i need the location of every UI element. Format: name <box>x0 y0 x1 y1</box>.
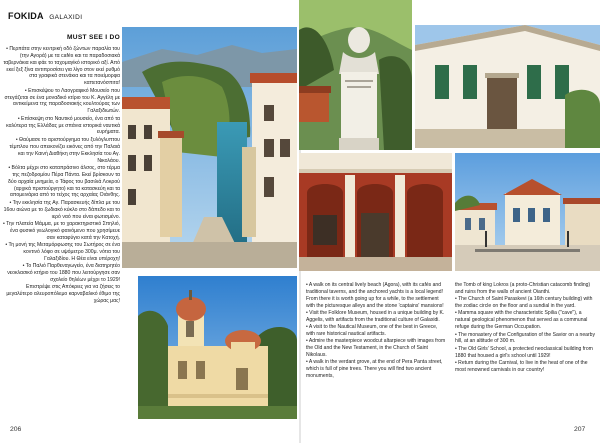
caption-item: • Admire the masterpiece woodcut altarpiece with images from the Old and the New Testament, in the Church of Saint Nikolaus. <box>306 338 446 359</box>
section-name: GALAXIDI <box>49 14 83 21</box>
must-see-item: • Επίσκεψη στο Ναυτικό μουσείο, ένα από τα καλύτερα της Ελλάδας με σπάνια ιστορικά ναυτικά ευρήματα. <box>6 115 120 136</box>
caption-item: • A walk on its central lively beach (Agora), with its cafés and traditional taverns, and the anchored yachts is a local legend! From there it is worth going up for a while, to the settlement with the picturesque alleys and the stone 'captains' mansions! <box>306 282 444 309</box>
church-photo <box>138 276 297 419</box>
running-header <box>8 11 82 21</box>
caption-item: • The Old Girls' School, a protected neoclassical building from 1880 that housed a girl's school until 1929! <box>455 345 593 359</box>
harbour-view-photo <box>122 27 297 268</box>
must-see-column <box>3 34 120 416</box>
must-see-heading: MUST SEE I DO <box>67 34 120 41</box>
arcade-photo <box>299 153 452 271</box>
must-see-item: • Επισκέψου το Λαογραφικό Μουσείο που στεγάζεται σε ένα μοναδικό κτίριο του Κ. Αγγέλη με αντικείμενα της παραδοσιακής κουλτούρας των Γαλαξιδιωτών. <box>4 87 120 115</box>
caption-column-1 <box>306 282 447 381</box>
must-see-item: • Βόλτα μέχρι στο καταπράσινο άλσος, στο τέρμα της πεζοδρομίου Πέρα Πάντα. Εκεί βρίσκουν τα δύο αρχαία μνημεία, ο Τάφος του βασιλιά Λοκρού (αρχικά πριστούργητο) και τα κατασκεύη και τα απομεινάρια από το τείχος της αρχαίας Οιάνθης. <box>8 164 120 199</box>
caption-item: • Visit the Folklore Museum, housed in a unique building by K. Aggelis, with artifacts from the traditional culture of Galaxidi. <box>306 309 445 323</box>
caption-item: • A walk in the verdant grove, at the end of Pera Panta street, which is full of pine trees. There you will find two ancient monuments, <box>306 359 443 380</box>
caption-item: • The Church of Saint Paraskevi (a 16th century building) with the zodiac circle on the floor and a sundial in the yard. <box>455 296 593 310</box>
town-square-photo <box>455 153 600 271</box>
mansion-photo <box>415 25 600 148</box>
caption-item: • A visit to the Nautical Museum, one of the best in Greece, with rare historical nautical artifacts. <box>306 324 438 338</box>
caption-item: • The monastery of the Configuration of the Savior on a nearby hill, at an altitude of 300 m. <box>455 331 595 345</box>
page-number-right: 207 <box>574 426 586 433</box>
caption-item: the Tomb of king Lokros (a proto-Christian catacomb finding) and ruins from the walls of ancient Oianthi. <box>455 282 591 295</box>
magazine-name: FOKIDA <box>8 11 44 21</box>
must-see-item: • Θαύμασε το αριστούργημα του ξυλόγλυπτου τέμπλου που απεικονίζει εικόνες από την Παλαιά και την Καινή Διαθήκη στην Εκκλησία του Αγ. Νικολάου. <box>9 136 120 164</box>
must-see-item: • Το Παλιό Παρθεναγωγείο, ένα διατηρητέο νεοκλασικό κτήριο του 1880 που λειτούργησε σαν σχολείο θηλέων μέχρι το 1929! <box>7 263 120 283</box>
caption-item: • Mamma square with the characteristic Spilia ("cave"), a natural geological phenomenon that served as a communal refuge during the German Occupation. <box>455 310 588 331</box>
must-see-item: Επιστρέψε στις Απόκριες για να ζήσεις το μεγαλύτερο αλευροπόλεμο καρναβαλικό έθιμο της χώρας μας! <box>6 284 120 304</box>
must-see-item: • Τη μονή της Μεταμόρφωσης του Σωτήρος σε ένα κοντινό λόφο σε υψόμετρο 300μ. νότια του Γαλαξιδίου. Η Θέα είναι υπέροχη! <box>5 241 120 262</box>
must-see-item: • Περπάτα στην κεντρική οδό ζώντων παραλία του (την Αγορά) με τα cafés και τα παραδοσιακά ταβερνάκια και φάε το ταχομαγίκό ιστορικό αξί. Από εκεί ξεξ ξίνα αντιπροσίσει για λίγο στον εκεί ρυθμό στα γραφικά στενάκια και τα ποιείμορφα καπετανόσπιτα! <box>3 45 120 87</box>
statue-photo <box>299 0 412 150</box>
must-see-item: • Την εκκλησία της Αγ. Παρασκευής δίπλα με του 16ου αιώνα με το ζωδιακό κύκλο στο δάπεδο και το ιερό ναό που είναι φωτισμένο. <box>3 199 120 220</box>
caption-item: • Return during the Carnival, to live in the heat of one of the most renowned carnivals in our country! <box>455 359 588 373</box>
must-see-item: • Την πλατεία Μάμμα, με το χαρακτηριστικό Σπηλιό, ένα φυσικό γεωλογικό φαινόμενο που χρησίμευε σαν καταφύγιο κατά την Κατοχή. <box>3 220 120 241</box>
page-number-left: 206 <box>10 426 22 433</box>
caption-column-2 <box>455 282 597 374</box>
